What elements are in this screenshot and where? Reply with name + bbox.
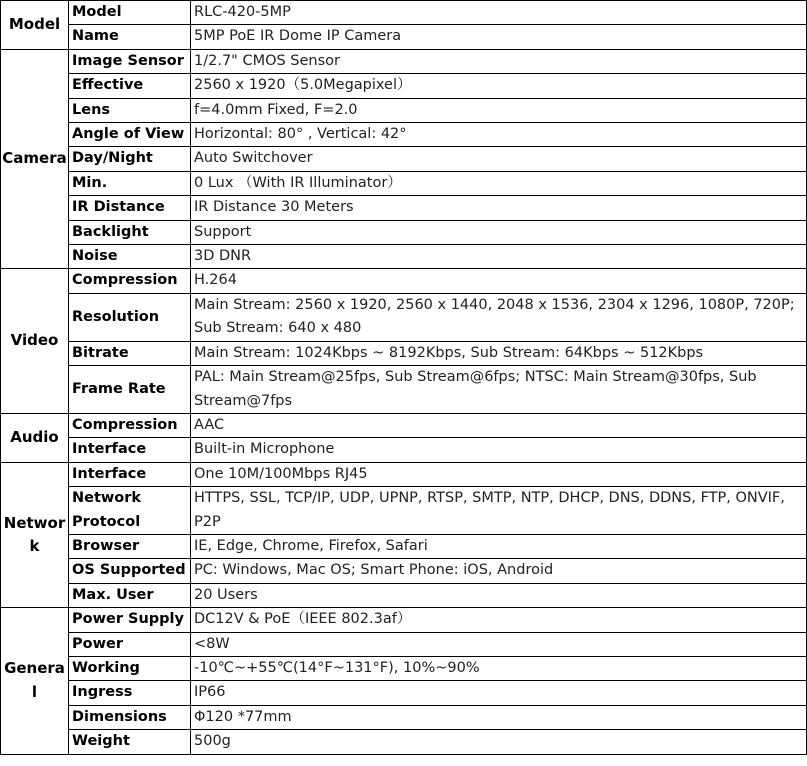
table-row	[1, 171, 807, 195]
spec-label: Ingress	[69, 681, 191, 705]
category-cell-video: Video	[1, 269, 69, 413]
spec-label: Resolution	[69, 293, 191, 341]
spec-label: Power Supply	[69, 608, 191, 632]
category-cell-network: Network	[1, 462, 69, 607]
spec-value: Main Stream: 1024Kbps ~ 8192Kbps, Sub Stream: 64Kbps ~ 512Kbps	[191, 341, 807, 365]
spec-label: Noise	[69, 245, 191, 269]
table-row	[1, 608, 807, 632]
spec-value: Auto Switchover	[191, 147, 807, 171]
spec-value: <8W	[191, 632, 807, 656]
spec-value: PC: Windows, Mac OS; Smart Phone: iOS, Android	[191, 559, 807, 583]
spec-label: Max. User	[69, 583, 191, 607]
spec-label: Angle of View	[69, 123, 191, 147]
table-row	[1, 147, 807, 171]
table-row	[1, 74, 807, 98]
table-row	[1, 49, 807, 73]
table-row	[1, 196, 807, 220]
spec-label: Day/Night	[69, 147, 191, 171]
category-cell-model: Model	[1, 1, 69, 50]
table-row	[1, 534, 807, 558]
category-cell-audio: Audio	[1, 413, 69, 462]
spec-value: Φ120 *77mm	[191, 705, 807, 729]
spec-label: Browser	[69, 534, 191, 558]
spec-value: AAC	[191, 413, 807, 437]
spec-label: OS Supported	[69, 559, 191, 583]
table-row	[1, 730, 807, 754]
table-row	[1, 25, 807, 49]
spec-label: Interface	[69, 438, 191, 462]
spec-value: f=4.0mm Fixed, F=2.0	[191, 98, 807, 122]
table-row	[1, 245, 807, 269]
table-row	[1, 559, 807, 583]
spec-label: Name	[69, 25, 191, 49]
spec-label: Bitrate	[69, 341, 191, 365]
table-row	[1, 656, 807, 680]
spec-label: Min.	[69, 171, 191, 195]
spec-label: Image Sensor	[69, 49, 191, 73]
spec-value: Support	[191, 220, 807, 244]
spec-value: RLC-420-5MP	[191, 1, 807, 25]
table-row	[1, 462, 807, 486]
table-row	[1, 98, 807, 122]
spec-value: IP66	[191, 681, 807, 705]
spec-value: -10℃~+55℃(14°F~131°F), 10%~90%	[191, 656, 807, 680]
spec-value: DC12V & PoE（IEEE 802.3af）	[191, 608, 807, 632]
table-row	[1, 123, 807, 147]
spec-label: Power	[69, 632, 191, 656]
spec-value: One 10M/100Mbps RJ45	[191, 462, 807, 486]
spec-label: Weight	[69, 730, 191, 754]
spec-label: Frame Rate	[69, 366, 191, 414]
table-row	[1, 705, 807, 729]
table-row	[1, 220, 807, 244]
spec-label: Dimensions	[69, 705, 191, 729]
spec-value: H.264	[191, 269, 807, 293]
table-row	[1, 487, 807, 535]
spec-label: Model	[69, 1, 191, 25]
spec-value: IE, Edge, Chrome, Firefox, Safari	[191, 534, 807, 558]
spec-value: IR Distance 30 Meters	[191, 196, 807, 220]
spec-value: 0 Lux （With IR Illuminator）	[191, 171, 807, 195]
spec-value: 5MP PoE IR Dome IP Camera	[191, 25, 807, 49]
spec-value: 1/2.7" CMOS Sensor	[191, 49, 807, 73]
table-row	[1, 269, 807, 293]
spec-value: PAL: Main Stream@25fps, Sub Stream@6fps; NTSC: Main Stream@30fps, Sub Stream@7fps	[191, 366, 807, 414]
spec-value: HTTPS, SSL, TCP/IP, UDP, UPNP, RTSP, SMTP, NTP, DHCP, DNS, DDNS, FTP, ONVIF, P2P	[191, 487, 807, 535]
table-row	[1, 413, 807, 437]
spec-label: Effective	[69, 74, 191, 98]
table-row	[1, 681, 807, 705]
spec-value: Built-in Microphone	[191, 438, 807, 462]
table-row	[1, 632, 807, 656]
table-row	[1, 341, 807, 365]
spec-value: Main Stream: 2560 x 1920, 2560 x 1440, 2048 x 1536, 2304 x 1296, 1080P, 720P; Sub Stream: 640 x 480	[191, 293, 807, 341]
table-row	[1, 438, 807, 462]
spec-value: 3D DNR	[191, 245, 807, 269]
spec-label: Backlight	[69, 220, 191, 244]
table-row	[1, 1, 807, 25]
spec-label: Compression	[69, 413, 191, 437]
spec-label: Lens	[69, 98, 191, 122]
category-cell-camera: Camera	[1, 49, 69, 269]
spec-value: 20 Users	[191, 583, 807, 607]
table-row	[1, 366, 807, 414]
spec-label: Compression	[69, 269, 191, 293]
category-cell-general: General	[1, 608, 69, 754]
spec-label: Network Protocol	[69, 487, 191, 535]
spec-value: 500g	[191, 730, 807, 754]
spec-value: 2560 x 1920（5.0Megapixel）	[191, 74, 807, 98]
table-row	[1, 293, 807, 341]
spec-label: IR Distance	[69, 196, 191, 220]
table-row	[1, 583, 807, 607]
spec-value: Horizontal: 80° , Vertical: 42°	[191, 123, 807, 147]
spec-label: Working	[69, 656, 191, 680]
spec-label: Interface	[69, 462, 191, 486]
